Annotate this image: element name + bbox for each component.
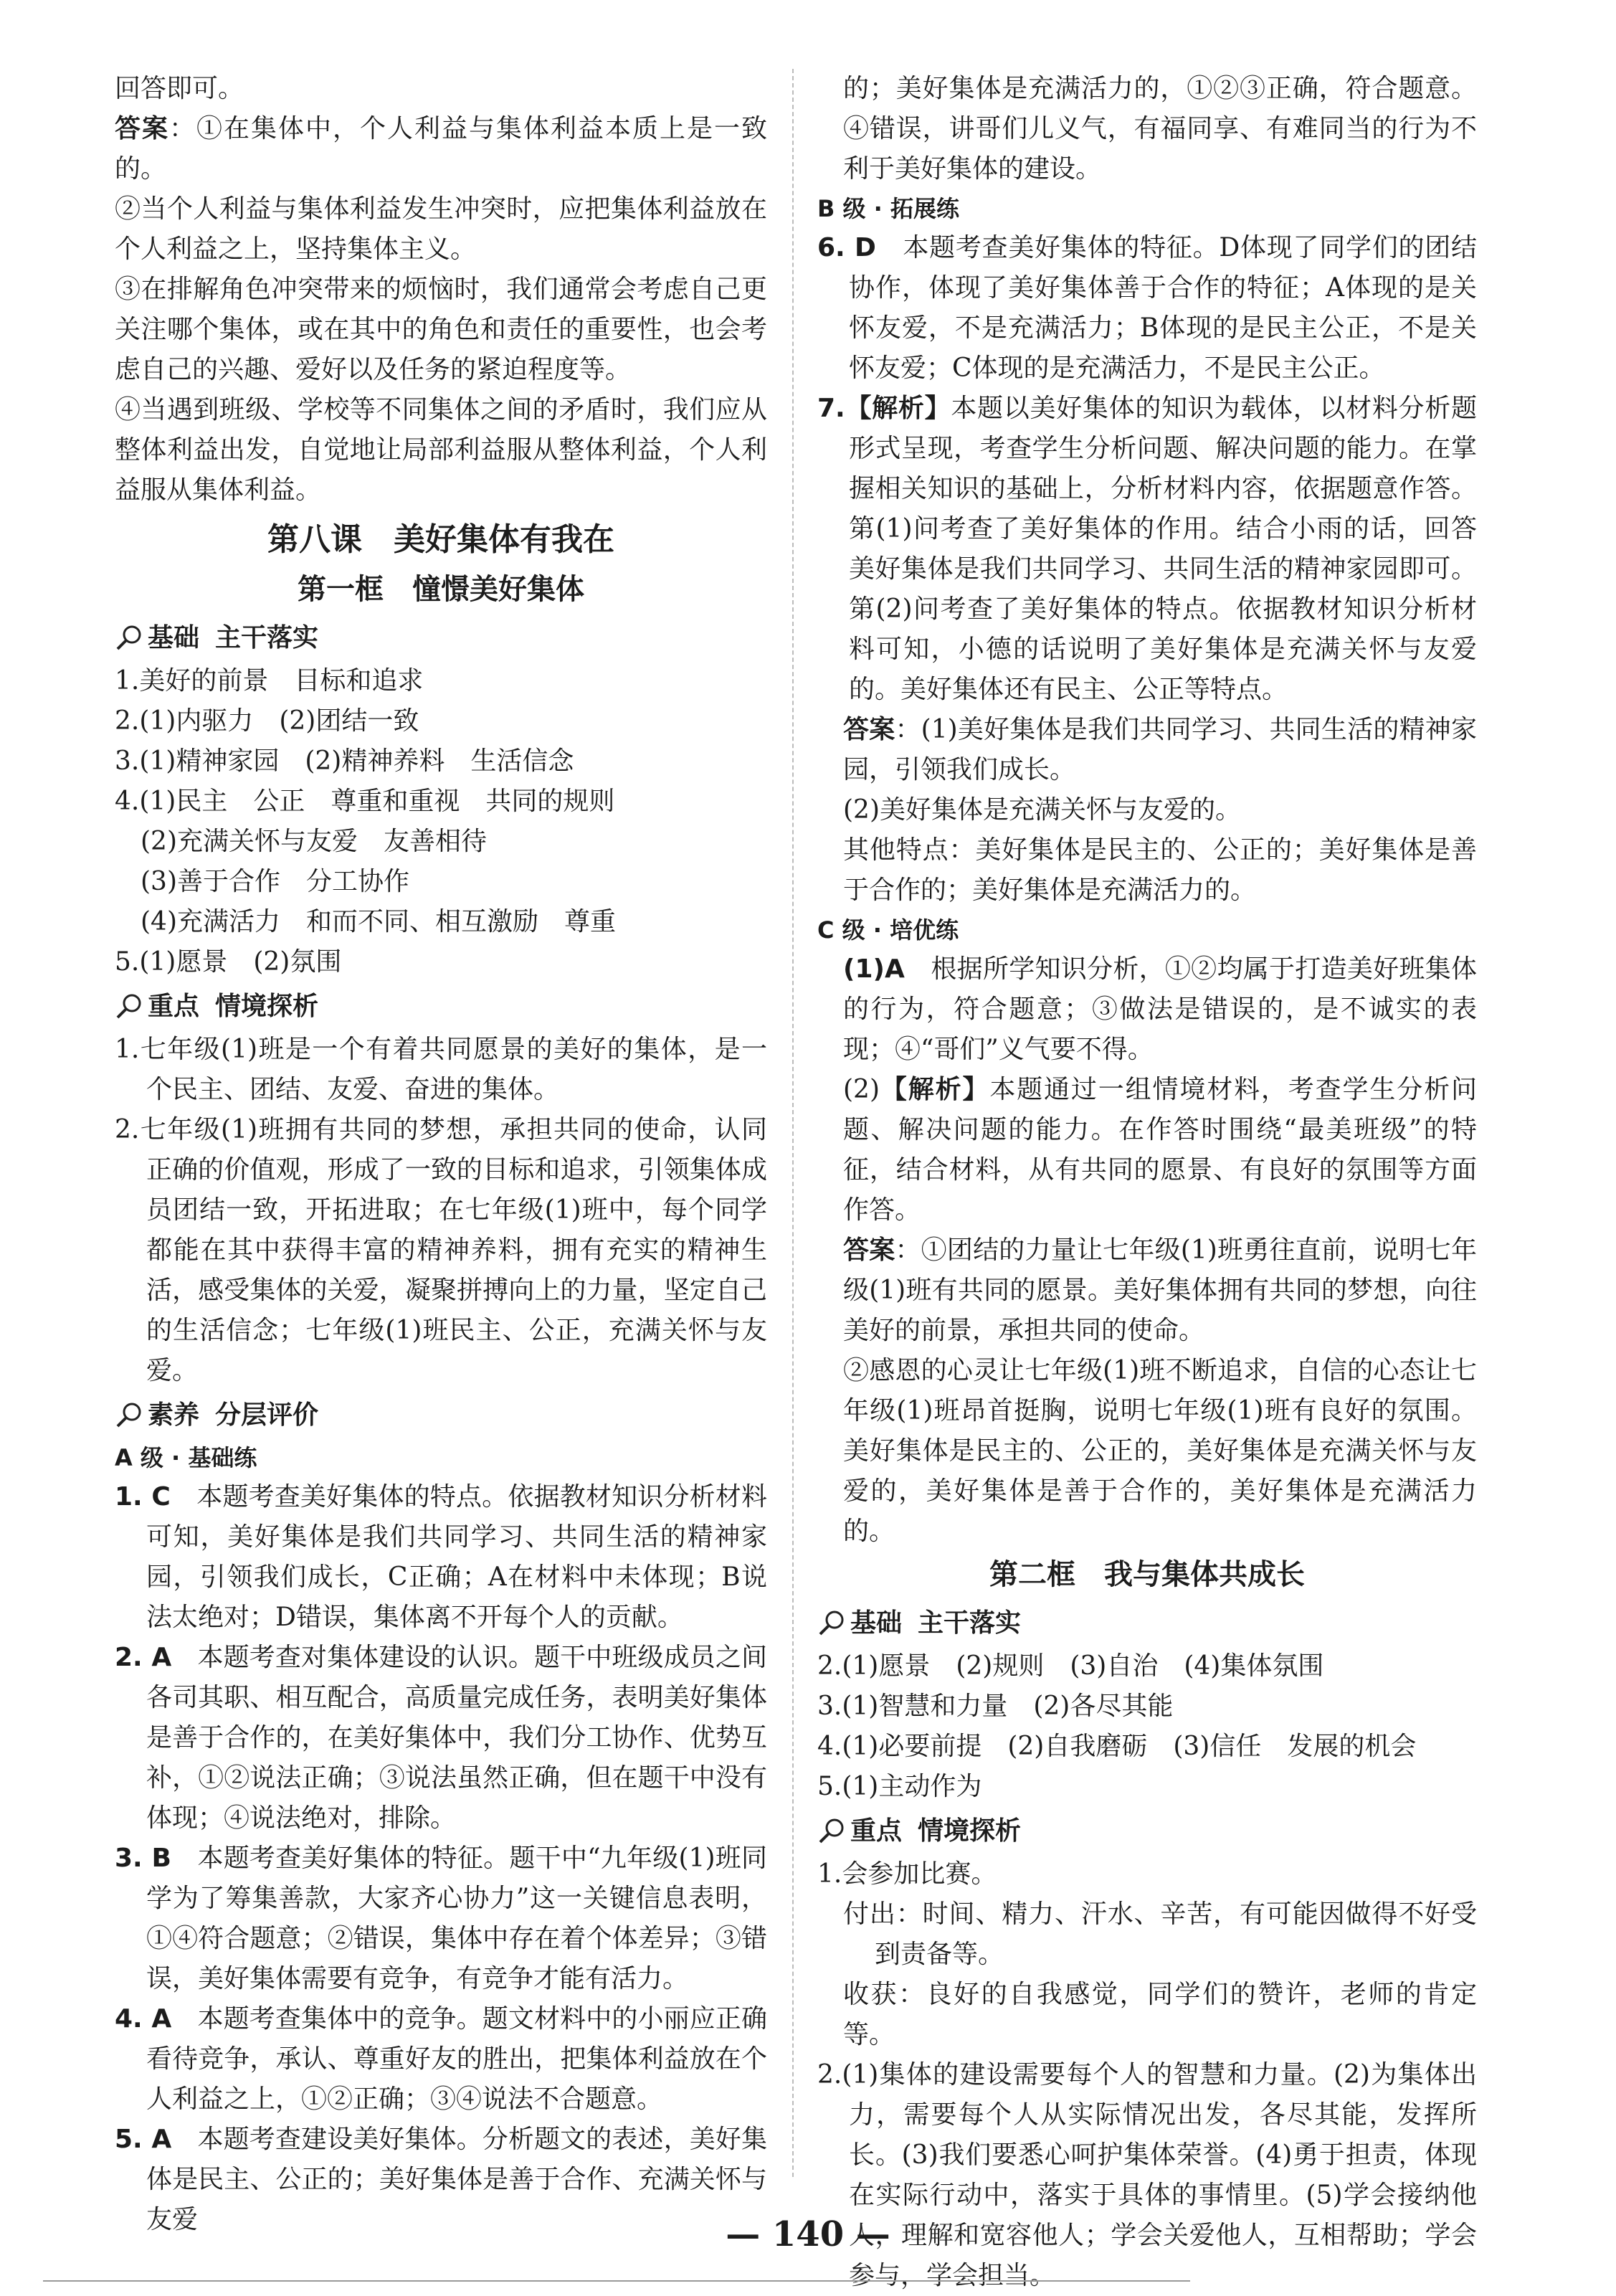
intro-end: 回答即可。 bbox=[115, 74, 244, 103]
list-item: 5.(1)主动作为 bbox=[817, 1772, 982, 1801]
section-label: 重点 bbox=[850, 1816, 903, 1846]
section-sub: 分层评价 bbox=[215, 1400, 319, 1430]
list-item: 4.(1)必要前提 (2)自我磨砺 (3)信任 发展的机会 bbox=[817, 1732, 1417, 1761]
frame-title: 第二框 我与集体共成长 bbox=[989, 1558, 1305, 1591]
answer-item: (2)美好集体是充满关怀与友爱的。 bbox=[843, 795, 1241, 825]
section-sub: 主干落实 bbox=[215, 623, 319, 653]
list-item: 5.(1)愿景 (2)氛围 bbox=[115, 947, 342, 977]
section-sub: 情境探析 bbox=[215, 992, 319, 1021]
question-number: (1)A bbox=[843, 954, 905, 984]
magnifier-icon bbox=[115, 624, 143, 653]
level-c-heading: C 级 · 培优练 bbox=[817, 916, 959, 944]
magnifier-icon bbox=[817, 1609, 846, 1638]
page-number: — 140 — bbox=[726, 2214, 890, 2254]
frame-title: 第一框 憧憬美好集体 bbox=[298, 573, 584, 606]
question-explanation: 本题考查美好集体的特点。依据教材知识分析材料可知，美好集体是我们共同学习、共同生活的精神家园，引领我们成长，C正确；A在材料中未体现；B说法太绝对；D错误，集体离不开每个人的贡献。 bbox=[146, 1482, 767, 1632]
list-item: 2.(1)集体的建设需要每个人的智慧和力量。(2)为集体出力，需要每个人从实际情况出发，各尽其能，发挥所长。(3)我们要悉心呵护集体荣誉。(4)勇于担责，体现在实际行动中，落实于具体的事情里。(5)学会接纳他人，理解和宽容他人；学会关爱他人，互相帮助；学会参与，学会担当。 bbox=[817, 2060, 1477, 2290]
analysis-tag: 【解析】 bbox=[880, 1075, 990, 1104]
section-key bbox=[115, 985, 767, 1028]
level-a-heading: A 级 · 基础练 bbox=[115, 1444, 257, 1471]
question-number: 7. bbox=[817, 394, 845, 423]
question-number: 2. A bbox=[115, 1643, 172, 1672]
answer-item: ③在排解角色冲突带来的烦恼时，我们通常会考虑自己更关注哪个集体，或在其中的角色和责任的重要性，也会考虑自己的兴趣、爱好以及任务的紧迫程度等。 bbox=[115, 275, 767, 384]
question-explanation: 根据所学知识分析，①②均属于打造美好班集体的行为，符合题意；③做法是错误的，是不诚实的表现；④“哥们”义气要不得。 bbox=[843, 954, 1477, 1064]
question-answer bbox=[817, 949, 1477, 1070]
question-continuation: 的；美好集体是充满活力的，①②③正确，符合题意。④错误，讲哥们儿义气，有福同享、有难同当的行为不利于美好集体的建设。 bbox=[843, 74, 1477, 184]
section-label: 重点 bbox=[148, 992, 200, 1021]
answer-item: ②感恩的心灵让七年级(1)班不断追求，自信的心态让七年级(1)班昂首挺胸，说明七年级(1)班有良好的氛围。美好集体是民主的、公正的，美好集体是充满关怀与友爱的，美好集体是善于合作的，美好集体是充满活力的。 bbox=[843, 1356, 1477, 1546]
list-item: 2.(1)内驱力 (2)团结一致 bbox=[115, 706, 419, 736]
list-item: (3)善于合作 分工协作 bbox=[141, 867, 409, 896]
question-number: (2) bbox=[843, 1075, 880, 1104]
magnifier-icon bbox=[115, 1401, 143, 1430]
section-eval bbox=[115, 1394, 767, 1437]
section-sub: 主干落实 bbox=[918, 1608, 1022, 1638]
list-item: 1.会参加比赛。 bbox=[817, 1859, 997, 1889]
question-answer bbox=[817, 228, 1477, 389]
list-item: 2.七年级(1)班拥有共同的梦想，承担共同的使命，认同正确的价值观，形成了一致的目标和追求，引领集体成员团结一致，开拓进取；在七年级(1)班中，每个同学都能在其中获得丰富的精神养料，拥有充实的精神生活，感受集体的关爱，凝聚拼搏向上的力量，坚定自己的生活信念；七年级(1)班民主、公正，充满关怀与友爱。 bbox=[115, 1115, 767, 1385]
list-item: 3.(1)智慧和力量 (2)各尽其能 bbox=[817, 1692, 1174, 1721]
question-number: 1. C bbox=[115, 1482, 171, 1512]
question-answer bbox=[115, 1638, 767, 1839]
answer-item: ④当遇到班级、学校等不同集体之间的矛盾时，我们应从整体利益出发，自觉地让局部利益服从整体利益，个人利益服从集体利益。 bbox=[115, 395, 767, 505]
question-answer bbox=[115, 1839, 767, 1999]
list-item: 2.(1)愿景 (2)规则 (3)自治 (4)集体氛围 bbox=[817, 1651, 1324, 1681]
answer-paragraph bbox=[817, 1230, 1477, 1351]
question-answer bbox=[817, 1070, 1477, 1230]
right-column bbox=[817, 69, 1477, 2296]
magnifier-icon bbox=[115, 992, 143, 1021]
answer-item: ：(1)美好集体是我们共同学习、共同生活的精神家园，引领我们成长。 bbox=[843, 715, 1477, 784]
lesson-title: 第八课 美好集体有我在 bbox=[267, 521, 614, 558]
answer-item: 其他特点：美好集体是民主的、公正的；美好集体是善于合作的；美好集体是充满活力的。 bbox=[843, 835, 1477, 905]
list-item: 1.七年级(1)班是一个有着共同愿景的美好的集体，是一个民主、团结、友爱、奋进的集体。 bbox=[115, 1035, 767, 1104]
answer-paragraph bbox=[817, 710, 1477, 790]
analysis-tag: 【解析】 bbox=[845, 394, 951, 423]
question-number: 4. A bbox=[115, 2004, 172, 2034]
question-explanation: 本题考查对集体建设的认识。题干中班级成员之间各司其职、相互配合，高质量完成任务，表明美好集体是善于合作的，在美好集体中，我们分工协作、优势互补，①②说法正确；③说法虽然正确，但在题干中没有体现；④说法绝对，排除。 bbox=[146, 1643, 767, 1833]
question-explanation: 本题考查美好集体的特征。D体现了同学们的团结协作，体现了美好集体善于合作的特征；A体现的是关怀友爱，不是充满活力；B体现的是民主公正，不是关怀友爱；C体现的是充满活力，不是民主公正。 bbox=[849, 233, 1477, 383]
question-answer bbox=[115, 1999, 767, 2120]
question-explanation: 本题通过一组情境材料，考查学生分析问题、解决问题的能力。在作答时围绕“最美班级”的特征，结合材料，从有共同的愿景、有良好的氛围等方面作答。 bbox=[843, 1075, 1477, 1225]
question-number: 5. A bbox=[115, 2125, 172, 2154]
answer-label: 答案 bbox=[843, 715, 895, 744]
section-basic bbox=[115, 617, 767, 660]
question-number: 3. B bbox=[115, 1844, 171, 1873]
list-item: 付出：时间、精力、汗水、辛苦，有可能因做得不好受到责备等。 bbox=[843, 1899, 1477, 1969]
column-divider bbox=[792, 69, 794, 2177]
section-label: 基础 bbox=[148, 623, 200, 653]
section-key bbox=[817, 1810, 1477, 1853]
left-column bbox=[115, 69, 767, 2240]
list-item: 收获：良好的自我感觉，同学们的赞许，老师的肯定等。 bbox=[843, 1980, 1477, 2049]
answer-item: ②当个人利益与集体利益发生冲突时，应把集体利益放在个人利益之上，坚持集体主义。 bbox=[115, 194, 767, 264]
section-basic bbox=[817, 1602, 1477, 1645]
section-label: 素养 bbox=[148, 1400, 200, 1430]
list-item: (2)充满关怀与友爱 友善相待 bbox=[141, 827, 487, 856]
list-item: 1.美好的前景 目标和追求 bbox=[115, 666, 424, 696]
answer-item: ：①在集体中，个人利益与集体利益本质上是一致的。 bbox=[115, 114, 767, 184]
bottom-rule bbox=[43, 2280, 1190, 2282]
level-b-heading: B 级 · 拓展练 bbox=[817, 195, 959, 222]
question-explanation: 本题考查集体中的竞争。题文材料中的小丽应正确看待竞争，承认、尊重好友的胜出，把集体利益放在个人利益之上，①②正确；③④说法不合题意。 bbox=[146, 2004, 767, 2114]
section-sub: 情境探析 bbox=[918, 1816, 1022, 1846]
list-item: 4.(1)民主 公正 尊重和重视 共同的规则 bbox=[115, 787, 615, 816]
list-item: (4)充满活力 和而不同、相互激励 尊重 bbox=[141, 907, 616, 936]
question-explanation: 本题考查建设美好集体。分析题文的表述，美好集体是民主、公正的；美好集体是善于合作、充满关怀与友爱 bbox=[146, 2125, 767, 2234]
section-label: 基础 bbox=[850, 1608, 903, 1638]
list-item: 3.(1)精神家园 (2)精神养料 生活信念 bbox=[115, 746, 574, 776]
question-answer bbox=[817, 389, 1477, 710]
question-explanation: 本题考查美好集体的特征。题干中“九年级(1)班同学为了筹集善款，大家齐心协力”这一关键信息表明，①④符合题意；②错误，集体中存在着个体差异；③错误，美好集体需要有竞争，有竞争才能有活力。 bbox=[146, 1844, 767, 1993]
answer-label: 答案 bbox=[115, 114, 169, 143]
magnifier-icon bbox=[817, 1817, 846, 1846]
question-explanation: 本题以美好集体的知识为载体，以材料分析题形式呈现，考查学生分析问题、解决问题的能力。在掌握相关知识的基础上，分析材料内容，依据题意作答。第(1)问考查了美好集体的作用。结合小雨的话，回答美好集体是我们共同学习、共同生活的精神家园即可。第(2)问考查了美好集体的特点。依据教材知识分析材料可知，小德的话说明了美好集体是充满关怀与友爱的。美好集体还有民主、公正等特点。 bbox=[849, 394, 1477, 704]
question-answer bbox=[115, 1477, 767, 1638]
answer-paragraph bbox=[115, 109, 767, 189]
question-number: 6. D bbox=[817, 233, 876, 262]
answer-label: 答案 bbox=[843, 1235, 895, 1265]
answer-item: ：①团结的力量让七年级(1)班勇往直前，说明七年级(1)班有共同的愿景。美好集体拥有共同的梦想，向往美好的前景，承担共同的使命。 bbox=[843, 1235, 1477, 1345]
